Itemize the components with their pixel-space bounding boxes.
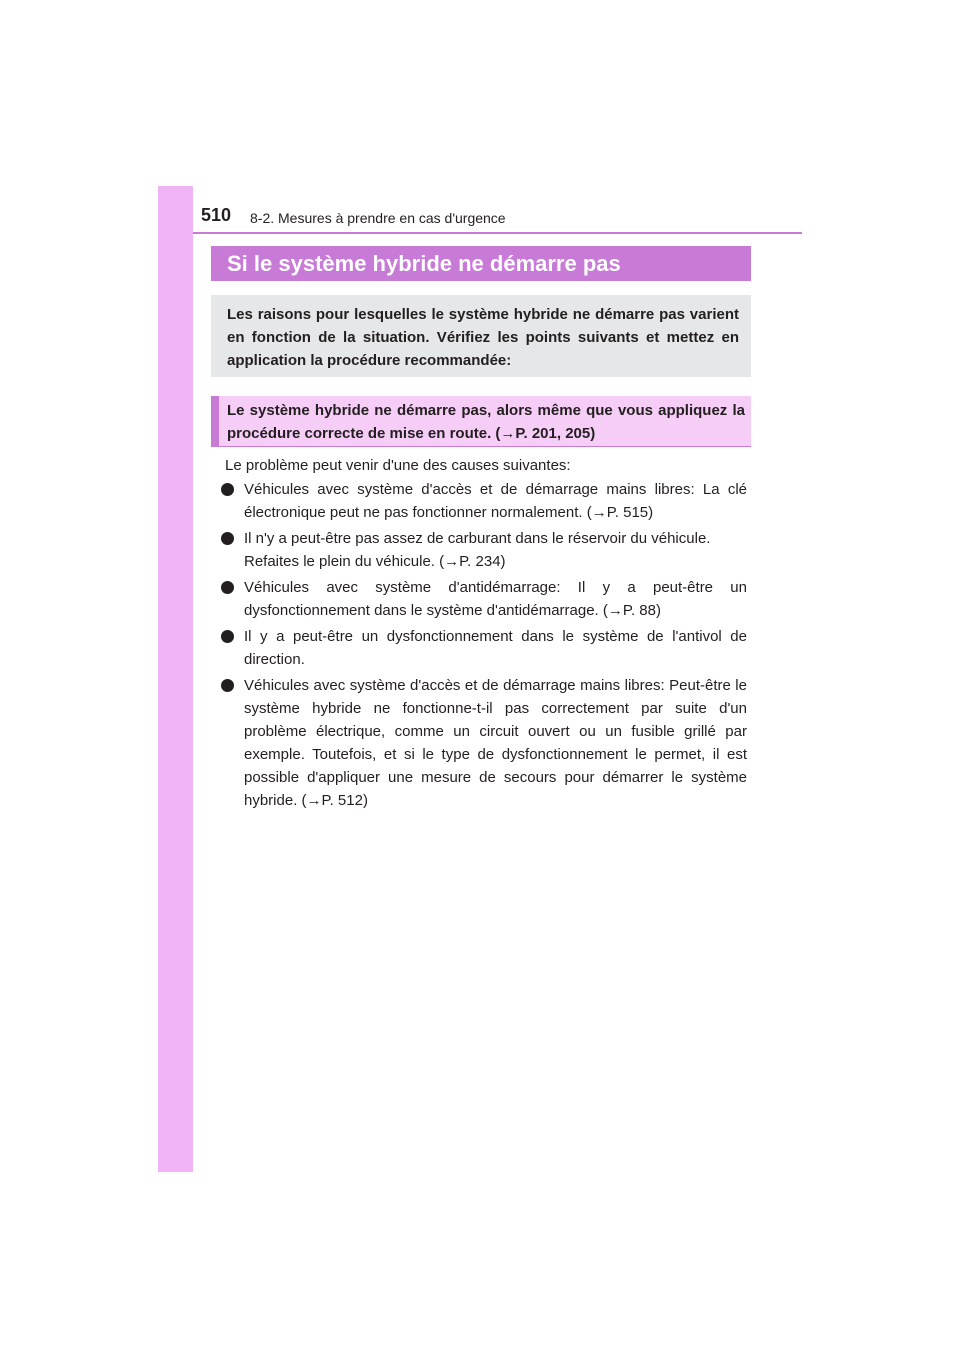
bullet-icon — [221, 532, 234, 545]
bullet-icon — [221, 679, 234, 692]
list-item — [221, 478, 747, 524]
page-title: Si le système hybride ne démarre pas — [227, 251, 621, 276]
page-title-bar — [211, 246, 751, 281]
subheading-box — [211, 396, 751, 446]
list-item — [221, 625, 747, 671]
subheading-divider — [211, 446, 751, 447]
list-item-text: Véhicules avec système d'antidémarrage: Il y a peut-être un dysfonctionnement dans le système d'antidémarrage. (→P. 88) — [244, 579, 747, 619]
bullet-icon — [221, 483, 234, 496]
list-item-text: Il y a peut-être un dysfonctionnement dans le système de l'antivol de direction. — [244, 628, 747, 668]
list-item-text: Véhicules avec système d'accès et de démarrage mains libres: La clé électronique peut ne pas fonctionner normalement. (→P. 515) — [244, 481, 747, 521]
list-item — [221, 674, 747, 812]
intro-box — [211, 295, 751, 377]
list-item — [221, 576, 747, 622]
section-label: 8-2. Mesures à prendre en cas d'urgence — [250, 210, 506, 226]
list-item-extra: Refaites le plein du véhicule. (→P. 234) — [244, 553, 506, 570]
bullet-icon — [221, 630, 234, 643]
chapter-tab-strip — [158, 186, 193, 1172]
list-item-text: Véhicules avec système d'accès et de démarrage mains libres: Peut-être le système hybride ne fonctionne-t-il pas correctement par suite d'un problème électrique, comme un circuit ouvert ou un fusible grillé par exemple. Toutefois, et si le type de dysfonctionnement le permet, il est possible d'appliquer une mesure de secours pour démarrer le système hybride. (→P. 512) — [244, 677, 747, 809]
list-item — [221, 527, 747, 573]
causes-list — [221, 478, 747, 815]
page-number: 510 — [201, 205, 232, 225]
bullet-icon — [221, 581, 234, 594]
lead-text: Le problème peut venir d'une des causes suivantes: — [225, 457, 571, 474]
list-item-text: Il n'y a peut-être pas assez de carburant dans le réservoir du véhicule. — [244, 530, 711, 547]
intro-text: Les raisons pour lesquelles le système hybride ne démarre pas varient en fonction de la situation. Vérifiez les points suivants et mettez en application la procédure recommandée: — [227, 306, 739, 369]
subheading-accent — [211, 396, 219, 446]
header-divider — [193, 232, 802, 234]
subheading-text: Le système hybride ne démarre pas, alors même que vous appliquez la procédure correcte de mise en route. (→P. 201, 205) — [227, 402, 745, 442]
